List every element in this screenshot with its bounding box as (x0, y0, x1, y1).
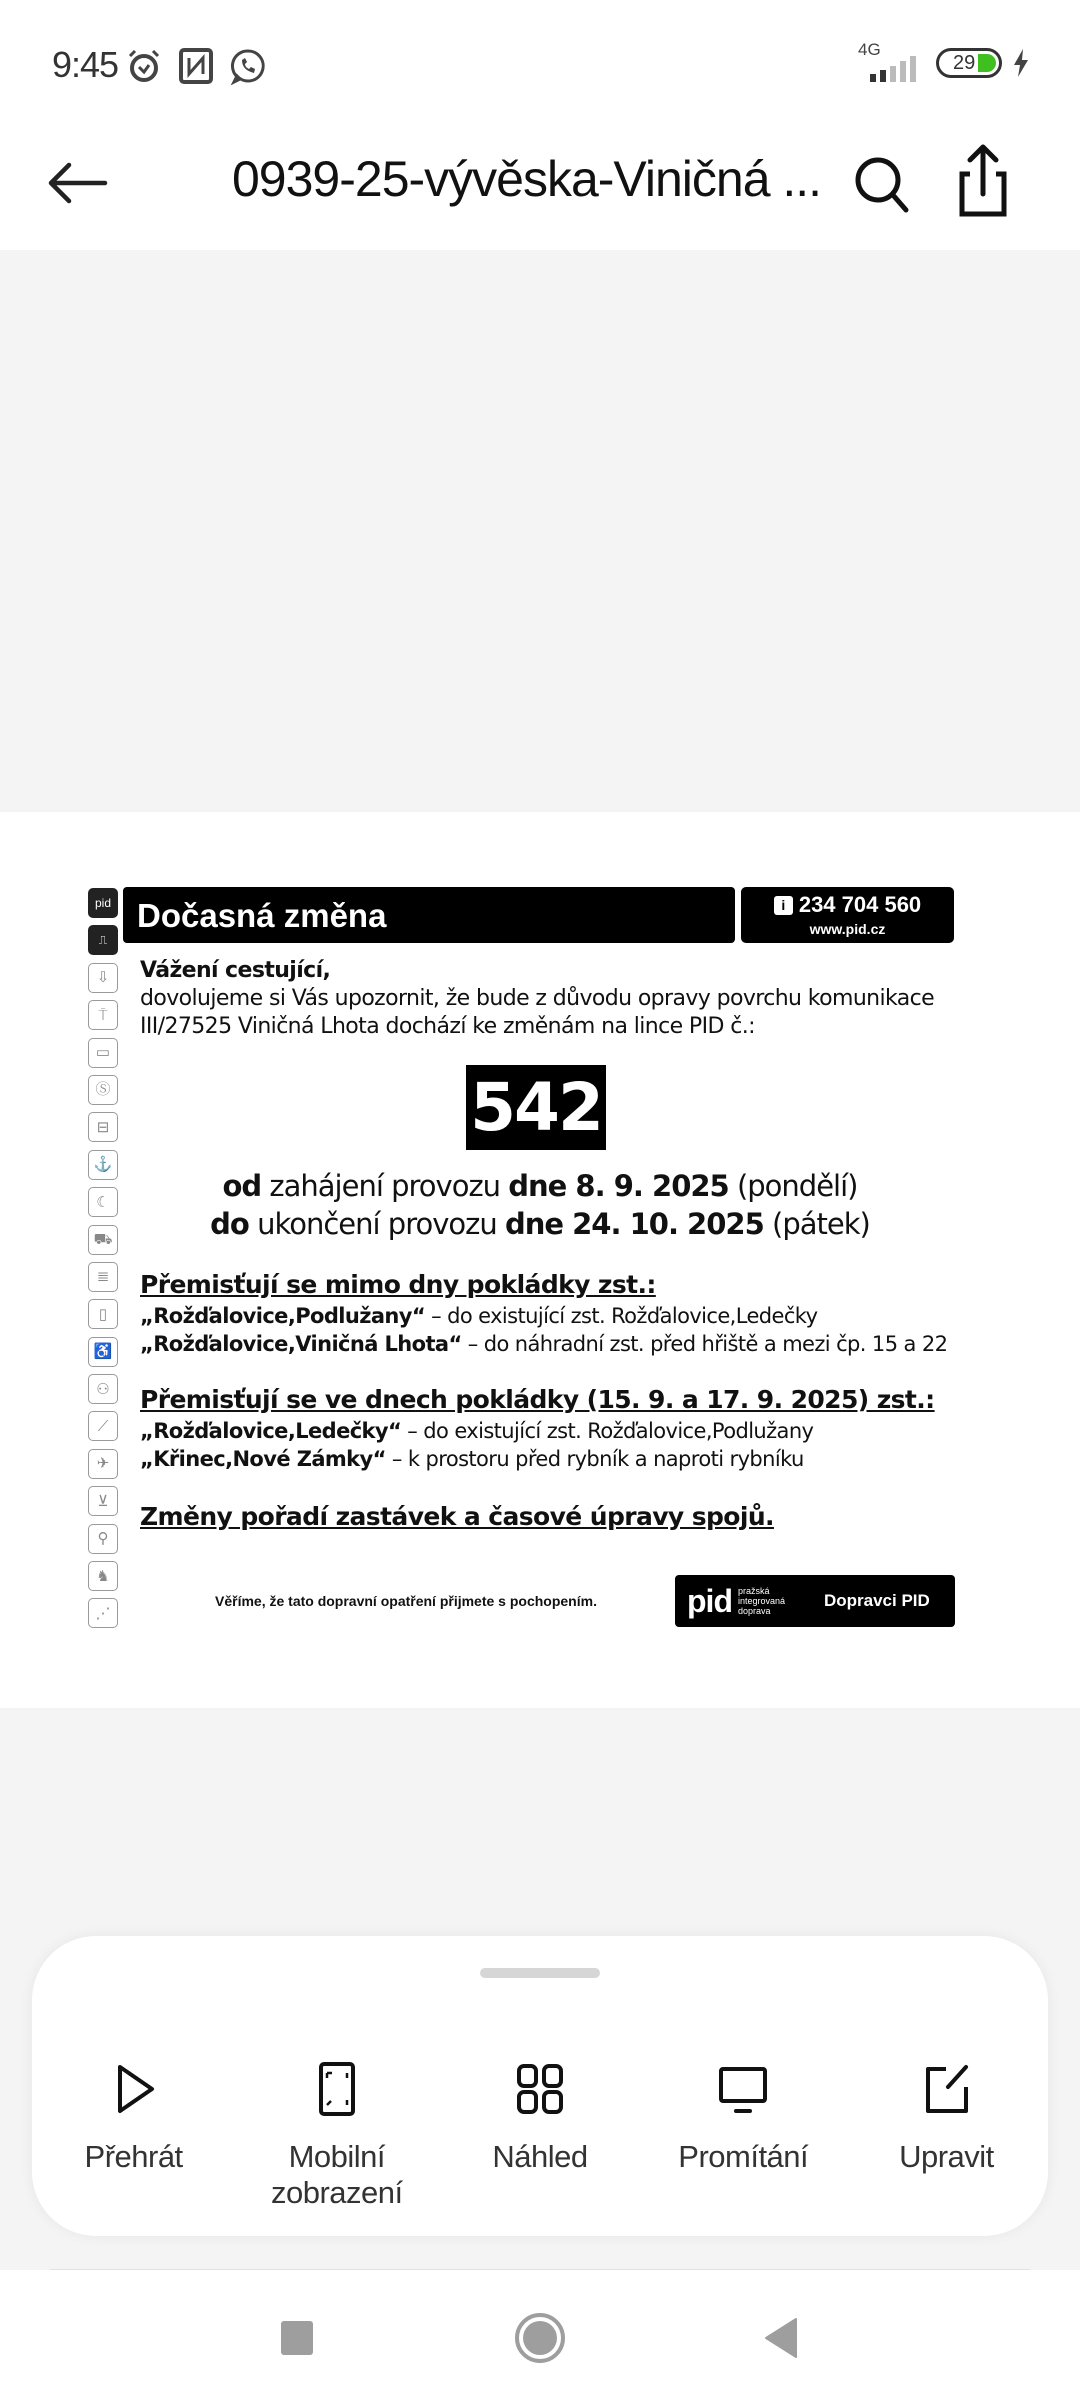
status-bar (0, 0, 1080, 120)
pid-logo: pid (687, 1582, 732, 1619)
back-triangle-icon (762, 2317, 798, 2359)
notice-title: Dočasná změna (123, 887, 735, 943)
drag-handle[interactable] (480, 1968, 600, 1978)
section-heading: Přemisťují se mimo dny pokládky zst.: (140, 1270, 656, 1299)
pid-subtitle: pražská integrovaná doprava (737, 1586, 786, 1616)
ferry-icon: ⚓ (88, 1150, 118, 1180)
back-button[interactable] (42, 148, 112, 218)
contact-box (741, 887, 954, 943)
charging-icon (1012, 48, 1030, 78)
transport-pictograms (88, 888, 118, 1628)
escalator-icon: ⟋ (88, 1411, 118, 1441)
status-right (856, 42, 1030, 84)
carriers-label: Dopravci PID (823, 1591, 930, 1610)
stop-row: „Rožďalovice,Viničná Lhota“ – do náhradní zst. před hřiště a mezi čp. 15 a 22 (140, 1332, 948, 1356)
stop-row: „Křinec,Nové Zámky“ – k prostoru před rybník a naproti rybníku (140, 1447, 804, 1471)
taxi-icon: ⛟ (88, 1225, 118, 1255)
play-icon (106, 2061, 162, 2117)
search-button[interactable] (848, 150, 918, 220)
preview-button[interactable]: Náhled (438, 2061, 641, 2211)
back-nav-button[interactable] (745, 2308, 815, 2368)
section-heading: Přemisťují se ve dnech pokládky (15. 9. a 17. 9. 2025) zst.: (140, 1385, 935, 1414)
status-time: 9:45 (52, 44, 119, 85)
intro-text (140, 957, 960, 1041)
family-icon: ⚇ (88, 1374, 118, 1404)
nfc-icon (178, 46, 214, 91)
bus-icon: ⎍ (88, 925, 118, 955)
section-schedule-changes (140, 1500, 960, 1534)
alarm-icon (124, 46, 164, 91)
pid-footer-badge (675, 1575, 955, 1627)
network-type: 4G (858, 40, 881, 59)
phone-number: 234 704 560 (798, 892, 922, 917)
stop-row: „Rožďalovice,Podlužany“ – do existující zst. Rožďalovice,Ledečky (140, 1304, 818, 1328)
search-icon (848, 150, 918, 220)
monitor-icon (715, 2061, 771, 2117)
closing-text: Věříme, že tato dopravní opatření přijmete s pochopením. (215, 1593, 597, 1609)
walking-icon: ⋰ (88, 1598, 118, 1628)
whatsapp-icon (228, 46, 268, 91)
intro-line: dovolujeme si Vás upozornit, že bude z důvodu opravy povrchu komunikace (140, 986, 935, 1011)
bicycle-icon: ⚲ (88, 1524, 118, 1554)
app-bar (0, 120, 1080, 250)
mobile-view-button[interactable]: Mobilní zobrazení (235, 2061, 438, 2211)
play-button[interactable]: Přehrát (32, 2061, 235, 2211)
info-icon: i (774, 896, 793, 915)
edit-button[interactable]: Upravit (845, 2061, 1048, 2211)
stop-row: „Rožďalovice,Ledečky“ – do existující zst. Rožďalovice,Podlužany (140, 1419, 814, 1443)
wheelchair-icon: ♿ (88, 1337, 118, 1367)
share-button[interactable] (948, 142, 1018, 222)
intro-line: III/27525 Viničná Lhota dochází ke změnám na lince PID č.: (140, 1014, 755, 1039)
line-number-badge: 542 (466, 1065, 606, 1150)
document-title: 0939-25-vývěska-Viničná ... (232, 151, 822, 207)
greeting: Vážení cestující, (140, 958, 331, 983)
home-icon (514, 2312, 566, 2364)
pid-logo-icon: pid (88, 888, 118, 918)
system-nav-bar (0, 2270, 1080, 2400)
action-bar (32, 2061, 1048, 2211)
share-icon (948, 142, 1018, 222)
recents-button[interactable] (262, 2308, 332, 2368)
cast-button[interactable]: Promítání (642, 2061, 845, 2211)
train-icon: ▭ (88, 1038, 118, 1068)
stroller-icon: ⊻ (88, 1486, 118, 1516)
arrow-left-icon (45, 158, 109, 208)
metro-icon: ⇩ (88, 963, 118, 993)
night-icon: ☾ (88, 1187, 118, 1217)
signal-icon (856, 42, 926, 84)
tram-icon: ⍑ (88, 1000, 118, 1030)
validity-period: od zahájení provozu dne 8. 9. 2025 (pondělí) do ukončení provozu dne 24. 10. 2025 (pátek) (210, 1169, 870, 1241)
recents-icon (280, 2320, 314, 2356)
funicular-icon: ⊟ (88, 1112, 118, 1142)
website-link: www.pid.cz (809, 921, 886, 937)
mobile-view-icon (309, 2061, 365, 2117)
airport-icon: ✈ (88, 1449, 118, 1479)
edit-icon (918, 2061, 974, 2117)
bottom-sheet (32, 1936, 1048, 2236)
battery-icon (936, 48, 1002, 78)
ticket-machine-icon: ▯ (88, 1299, 118, 1329)
s-train-icon: Ⓢ (88, 1075, 118, 1105)
grid-icon (512, 2061, 568, 2117)
section-paving-days (140, 1383, 960, 1473)
document-page (0, 812, 1080, 1708)
battery-level: 29 (953, 51, 976, 74)
section-heading: Změny pořadí zastávek a časové úpravy spojů. (140, 1502, 774, 1531)
dog-icon: ♞ (88, 1561, 118, 1591)
gate-icon: ≣ (88, 1262, 118, 1292)
home-button[interactable] (505, 2308, 575, 2368)
section-outside-paving (140, 1268, 960, 1358)
